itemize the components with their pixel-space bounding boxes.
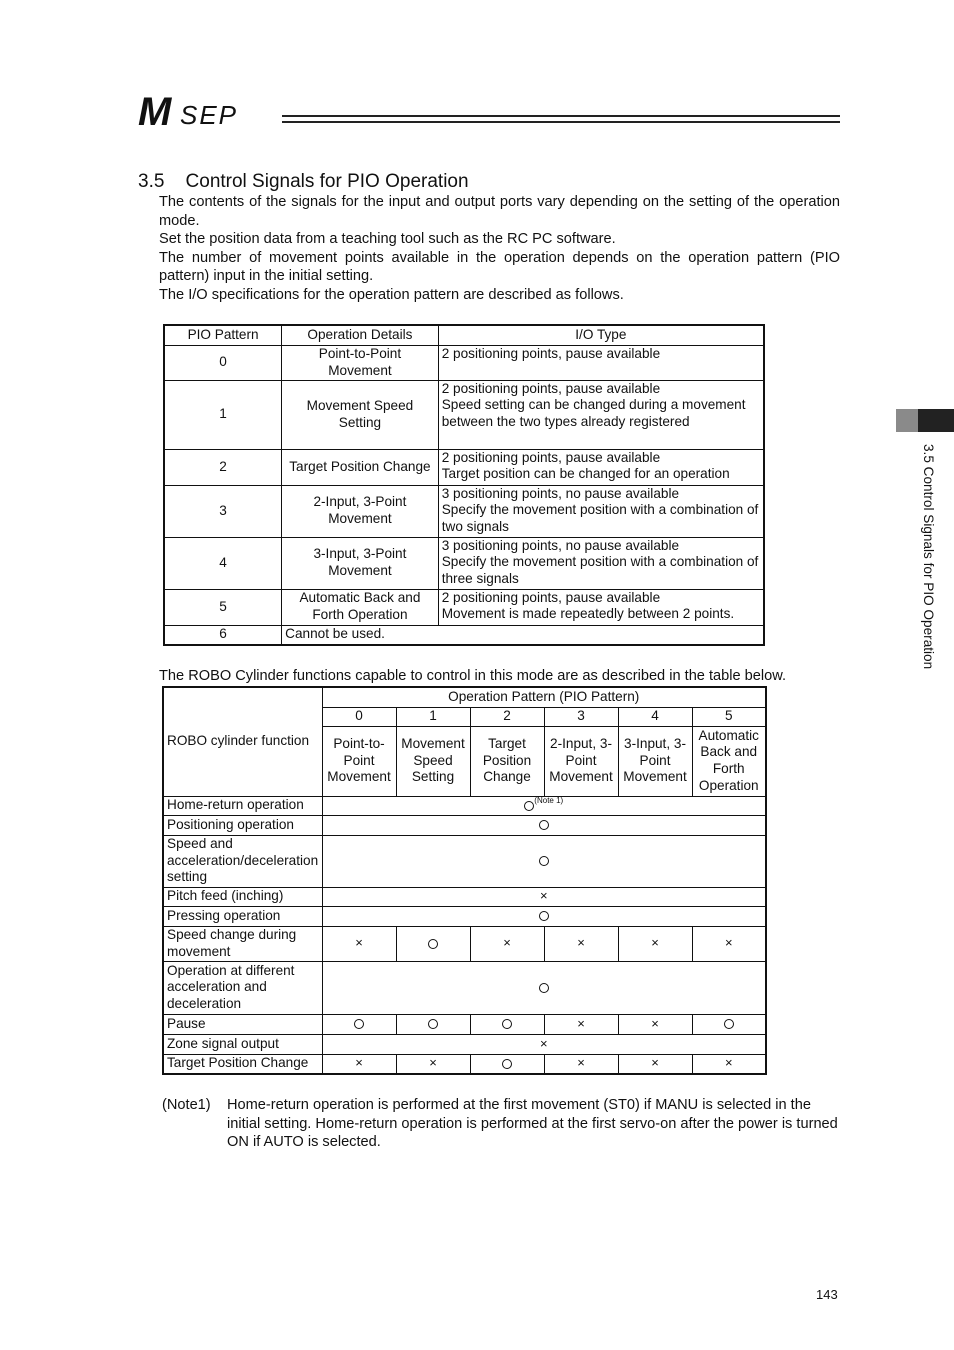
io-line: 2 positioning points, pause available [441,380,661,396]
note-reference: (Note 1) [534,796,564,806]
pattern-cell: 5 [164,589,282,625]
io-line: 3 positioning points, no pause available [441,485,680,501]
function-cell: Positioning operation [163,815,322,835]
pattern-cell: 0 [164,345,282,380]
io-cell [438,345,764,380]
cross-mark-icon: × [651,935,659,951]
table-row [163,906,766,926]
function-cell: Home-return operation [163,796,322,815]
io-cell [438,449,764,485]
table-row [164,589,764,625]
pattern-number-cell: 5 [692,707,766,726]
function-cell: Speed change during movement [163,926,322,961]
header-cell: I/O Type [438,325,764,345]
pattern-name-cell: Automatic Back and Forth Operation [692,726,766,796]
details-cell: 3-Input, 3-Point Movement [282,537,439,589]
availability-cell [322,815,766,835]
availability-cell [322,835,766,887]
table-row [163,815,766,835]
table-row [163,1014,766,1034]
details-cell: Automatic Back and Forth Operation [282,589,439,625]
header-cell: Operation Details [282,325,439,345]
circle-mark-icon [354,1019,364,1029]
io-cell [438,485,764,537]
details-cell: 2-Input, 3-Point Movement [282,485,439,537]
logo-sep: SEP [180,100,239,130]
cross-mark-icon: × [539,1035,548,1051]
availability-cell [692,1014,766,1034]
cross-mark-icon: × [651,1055,659,1071]
function-cell: Pause [163,1014,322,1034]
cross-mark-icon: × [355,1055,363,1071]
circle-mark-icon [539,856,549,866]
intro-paragraph: The number of movement points available in the operation depends on the operation pattern (PIO pattern) input in the initial setting. [159,249,840,284]
io-line: Movement is made repeatedly between 2 points. [441,606,735,622]
availability-cell [396,1054,470,1074]
table-row [164,537,764,589]
availability-cell [692,926,766,961]
pattern-name-cell: 2-Input, 3-Point Movement [544,726,618,796]
group-header: Operation Pattern (PIO Pattern) [322,687,766,707]
pattern-number-cell: 1 [396,707,470,726]
robo-function-table [162,686,767,1075]
io-line: Specify the movement position with a combination of three signals [441,554,759,586]
availability-cell [322,1054,396,1074]
pattern-name-cell: Movement Speed Setting [396,726,470,796]
pattern-number-cell: 0 [322,707,396,726]
intro-paragraph: The I/O specifications for the operation pattern are described as follows. [159,286,624,303]
pio-pattern-table [163,324,765,646]
cross-mark-icon: × [724,935,733,951]
intro-text [159,193,840,304]
cross-mark-icon: × [577,935,585,951]
cross-mark-icon: × [577,1055,585,1071]
table-row [164,449,764,485]
pattern-name-cell: Target Position Change [470,726,544,796]
availability-cell [322,796,766,815]
page-number: 143 [816,1287,838,1302]
details-cell: Cannot be used. [282,625,764,645]
availability-cell [618,1014,692,1034]
pattern-name-cell: Point-to-Point Movement [322,726,396,796]
cross-mark-icon: × [724,1055,733,1071]
pattern-cell: 2 [164,449,282,485]
table-row [163,835,766,887]
availability-cell [396,926,470,961]
pattern-number-cell: 4 [618,707,692,726]
table-row [164,625,764,645]
circle-mark-icon [539,820,549,830]
note-label: (Note1) [162,1097,211,1113]
availability-cell [322,1034,766,1054]
header-rule [282,115,840,117]
circle-mark-icon [502,1019,512,1029]
intro-paragraph: Set the position data from a teaching tool such as the RC PC software. [159,231,616,247]
availability-cell [322,926,396,961]
cross-mark-icon: × [429,1055,437,1071]
table-row [163,887,766,906]
note-text: Home-return operation is performed at the first movement (ST0) if MANU is selected in the initial setting. Home-return operation is performed at the first servo-on after the power is turned ON if AUTO is selected. [227,1097,838,1150]
circle-mark-icon [524,801,534,811]
io-line: 2 positioning points, pause available [441,449,661,465]
pattern-number-cell: 2 [470,707,544,726]
intro-paragraph: The contents of the signals for the input and output ports vary depending on the setting of the operation mode. [159,194,840,229]
functions-sentence: The ROBO Cylinder functions capable to control in this mode are as described in the table below. [159,668,787,684]
table-row [163,796,766,815]
side-section-label: 3.5 Control Signals for PIO Operation [921,444,936,670]
chapter-tab-gray [896,409,918,432]
io-line: 2 positioning points, pause available [441,589,661,605]
io-cell [438,380,764,449]
io-cell [438,589,764,625]
io-cell [438,537,764,589]
availability-cell [544,1054,618,1074]
function-cell: Operation at different acceleration and deceleration [163,961,322,1014]
details-cell: Point-to-Point Movement [282,345,439,380]
table-row [163,1054,766,1074]
table-row [163,961,766,1014]
availability-cell [322,906,766,926]
pattern-cell: 6 [164,625,282,645]
circle-mark-icon [502,1059,512,1069]
table-row [163,1034,766,1054]
logo-m: M [138,90,172,134]
cross-mark-icon: × [503,935,511,951]
function-cell: Pressing operation [163,906,322,926]
header-cell: PIO Pattern [164,325,282,345]
pattern-name-cell: 3-Input, 3-Point Movement [618,726,692,796]
corner-cell: ROBO cylinder function [163,687,322,796]
cross-mark-icon: × [539,888,548,904]
function-cell: Target Position Change [163,1054,322,1074]
availability-cell [322,1014,396,1034]
pattern-cell: 3 [164,485,282,537]
details-cell: Target Position Change [282,449,439,485]
table-row [163,926,766,961]
table-row [164,380,764,449]
function-cell: Zone signal output [163,1034,322,1054]
availability-cell [470,1054,544,1074]
cross-mark-icon: × [355,935,363,951]
chapter-tab-dark [918,409,954,432]
availability-cell [322,887,766,906]
circle-mark-icon [428,1019,438,1029]
availability-cell [618,1054,692,1074]
availability-cell [396,1014,470,1034]
cross-mark-icon: × [577,1015,585,1031]
availability-cell [470,926,544,961]
availability-cell [322,961,766,1014]
availability-cell [544,926,618,961]
availability-cell [470,1014,544,1034]
table-row [164,345,764,380]
function-cell: Pitch feed (inching) [163,887,322,906]
header-rule [282,121,840,123]
circle-mark-icon [724,1019,734,1029]
availability-cell [692,1054,766,1074]
table-row [164,485,764,537]
cross-mark-icon: × [651,1015,659,1031]
pattern-cell: 4 [164,537,282,589]
circle-mark-icon [428,939,438,949]
io-line: 2 positioning points, pause available [441,345,661,361]
io-line: Specify the movement position with a combination of two signals [441,502,759,534]
circle-mark-icon [539,983,549,993]
pattern-number-cell: 3 [544,707,618,726]
io-line: Speed setting can be changed during a movement between the two types already registered [441,397,746,429]
io-line: 3 positioning points, no pause available [441,537,680,553]
pattern-cell: 1 [164,380,282,449]
section-title: 3.5 Control Signals for PIO Operation [138,171,469,192]
function-cell: Speed and acceleration/deceleration setting [163,835,322,887]
availability-cell [618,926,692,961]
circle-mark-icon [539,911,549,921]
availability-cell [544,1014,618,1034]
io-line: Target position can be changed for an operation [441,466,730,482]
details-cell: Movement Speed Setting [282,380,439,449]
